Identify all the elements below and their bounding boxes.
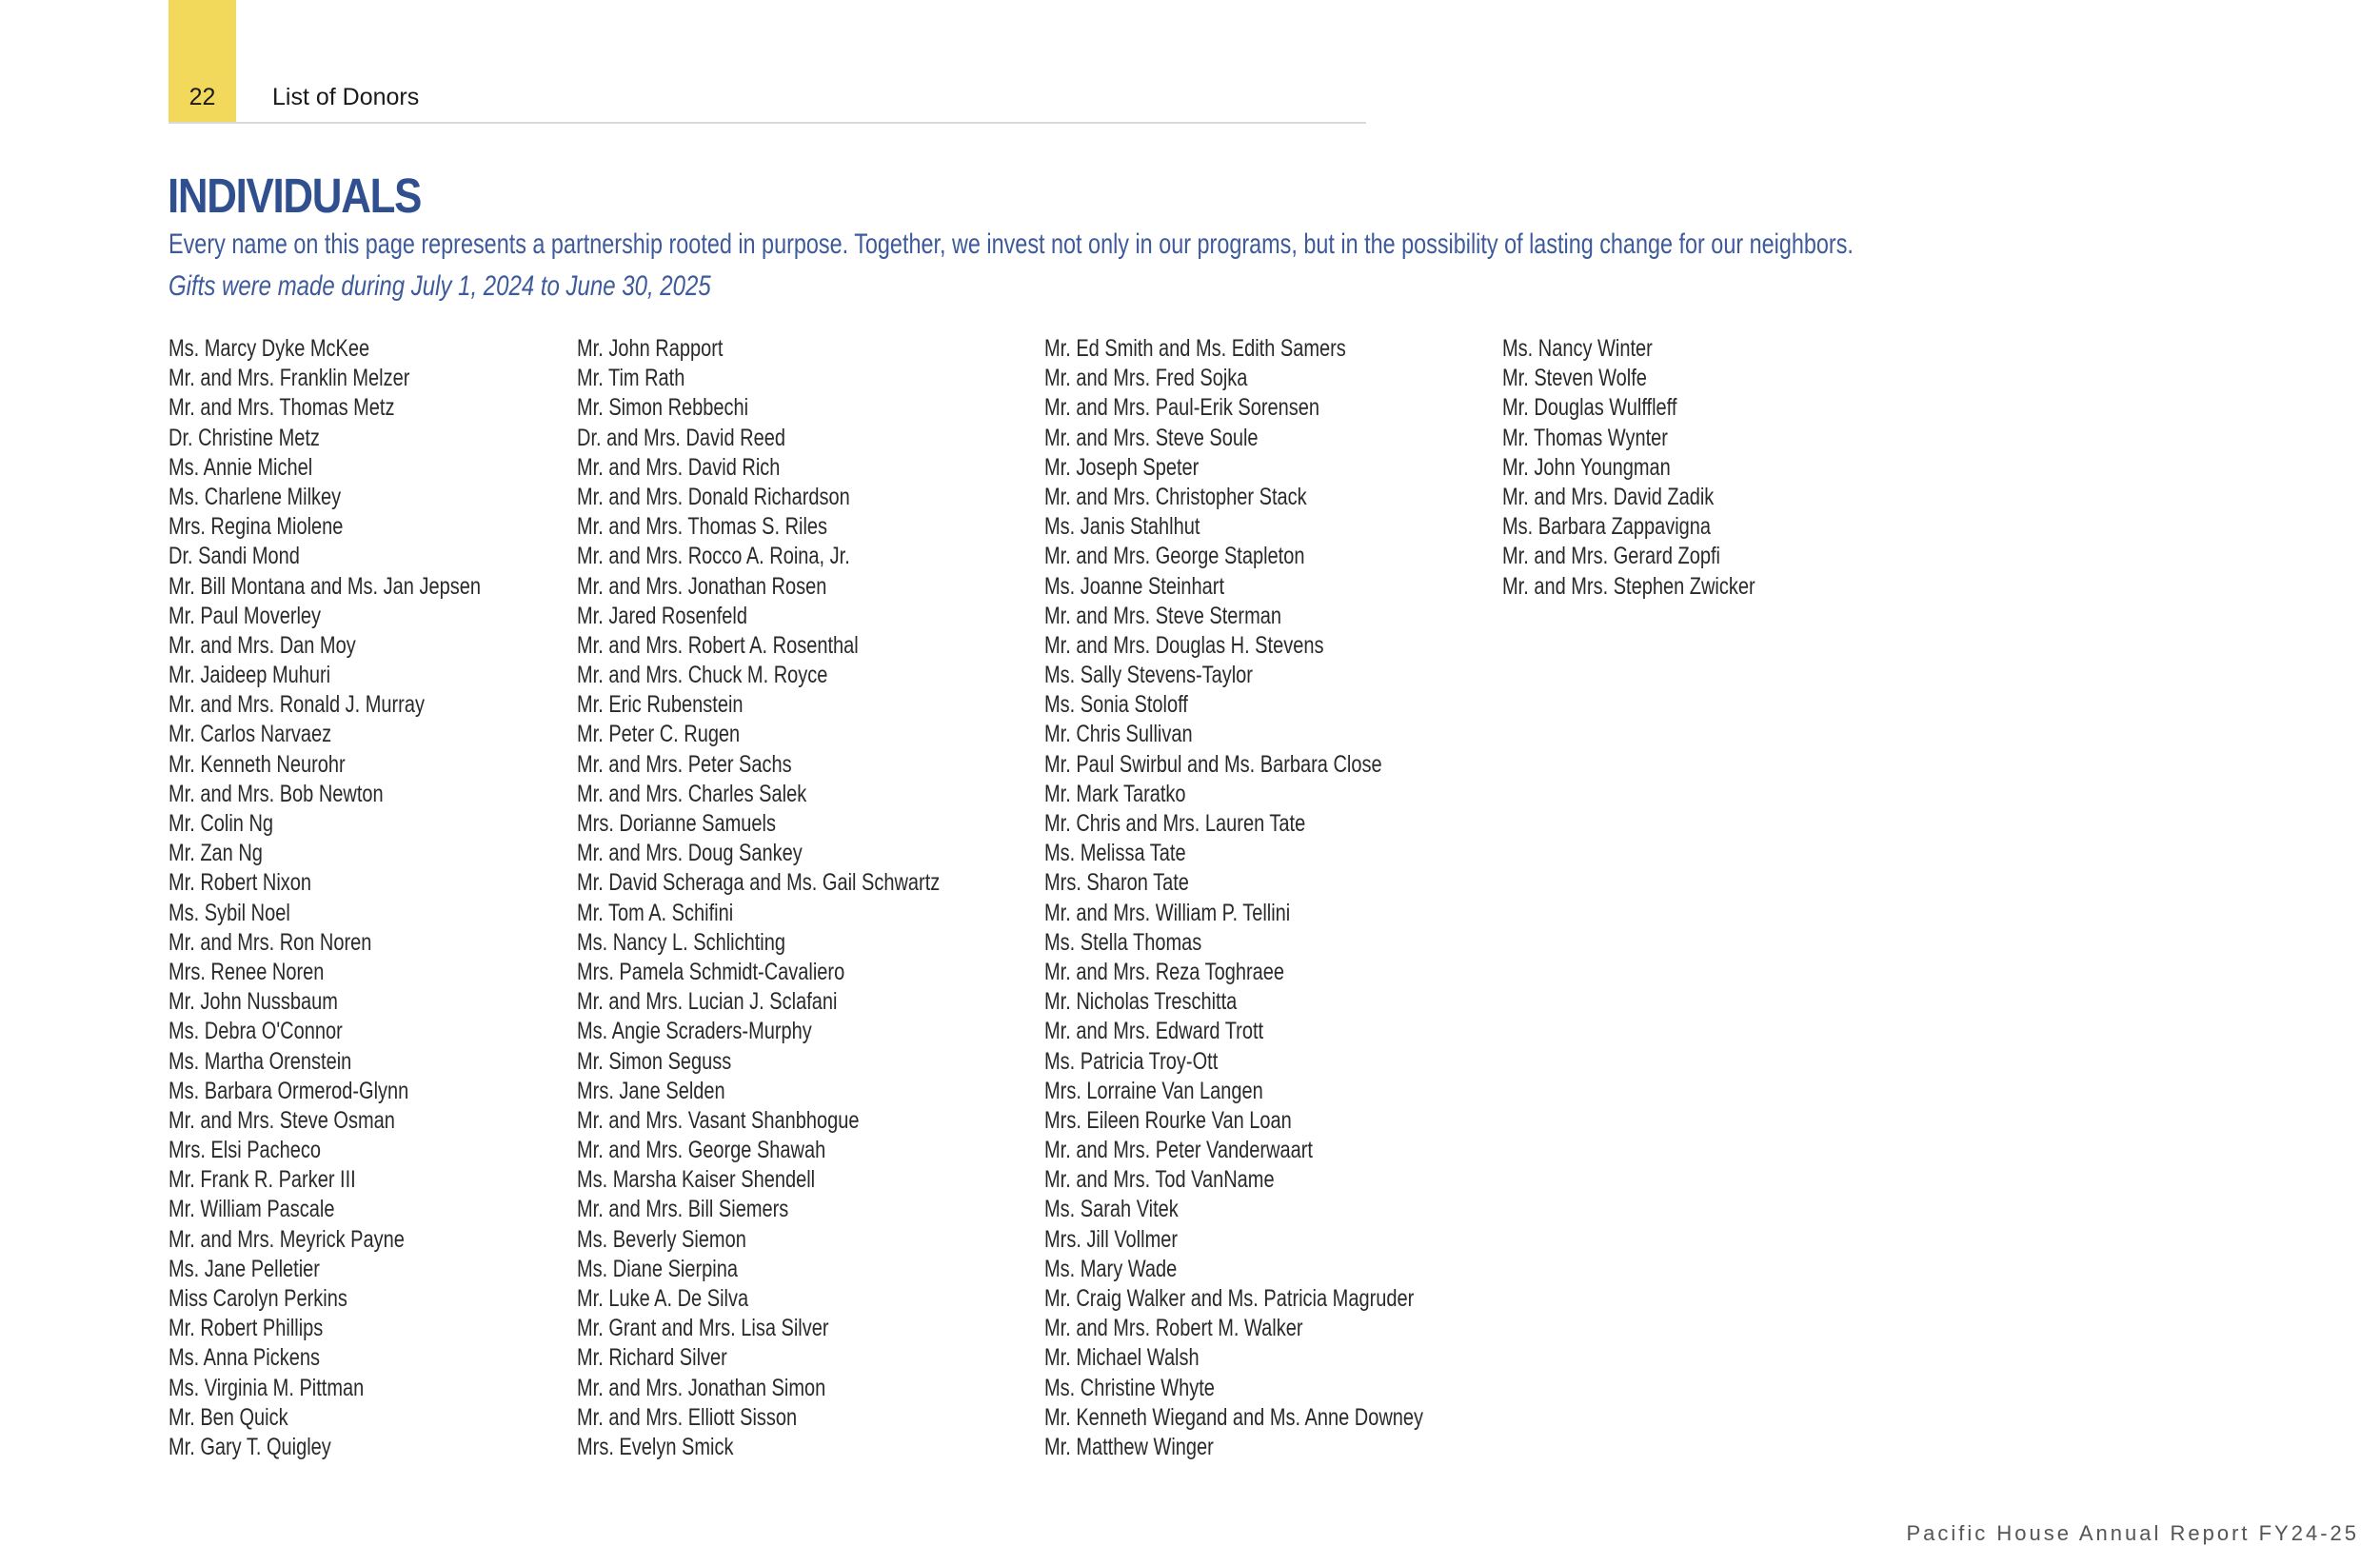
donor-name: Mr. and Mrs. Dan Moy — [169, 631, 356, 659]
donor-name: Mr. Simon Seguss — [577, 1047, 732, 1075]
page-number: 22 — [188, 84, 216, 110]
donor-name: Mr. and Mrs. Paul-Erik Sorensen — [1044, 394, 1319, 422]
donor-name: Mr. and Mrs. Gerard Zopfi — [1502, 543, 1720, 570]
donor-name: Mr. Thomas Wynter — [1502, 424, 1668, 451]
gift-period-note: Gifts were made during July 1, 2024 to June 30, 2025 — [169, 270, 711, 302]
donor-name: Dr. Sandi Mond — [169, 543, 300, 570]
donor-name: Mr. and Mrs. Peter Sachs — [577, 750, 792, 778]
donor-name: Mrs. Jane Selden — [577, 1077, 725, 1104]
donor-name: Mr. and Mrs. Ron Noren — [169, 928, 372, 956]
donor-name: Mrs. Elsi Pacheco — [169, 1137, 322, 1164]
donor-name: Ms. Patricia Troy-Ott — [1044, 1047, 1219, 1075]
donor-name: Ms. Mary Wade — [1044, 1255, 1178, 1282]
donor-name: Mr. Bill Montana and Ms. Jan Jepsen — [169, 572, 481, 600]
donor-name: Mr. Chris Sullivan — [1044, 721, 1193, 748]
donor-name: Mr. and Mrs. Vasant Shanbhogue — [577, 1106, 860, 1134]
intro-text: Every name on this page represents a partnership rooted in purpose. Together, we invest not only in our programs, but in the possibility of lasting change for our neighbors. — [169, 228, 1854, 260]
donor-name: Mr. and Mrs. Bill Siemers — [577, 1196, 789, 1223]
donor-name: Mr. and Mrs. Edward Trott — [1044, 1018, 1264, 1045]
donor-name: Ms. Janis Stahlhut — [1044, 513, 1200, 541]
donor-name: Mrs. Jill Vollmer — [1044, 1225, 1179, 1253]
donor-name: Mr. Richard Silver — [577, 1344, 727, 1372]
donor-name: Mr. Mark Taratko — [1044, 780, 1186, 807]
donor-name: Ms. Christine Whyte — [1044, 1374, 1215, 1401]
donor-name: Mr. Peter C. Rugen — [577, 721, 741, 748]
donor-name: Mr. Colin Ng — [169, 810, 274, 837]
donor-name: Mr. Tom A. Schifini — [577, 899, 734, 926]
donor-name: Ms. Barbara Ormerod-Glynn — [169, 1077, 409, 1104]
donor-name: Mrs. Regina Miolene — [169, 513, 344, 541]
donor-name: Mr. and Mrs. Steve Sterman — [1044, 602, 1281, 629]
donor-name: Ms. Debra O'Connor — [169, 1018, 343, 1045]
donor-name: Mr. Paul Moverley — [169, 602, 322, 629]
donor-column-1 — [169, 334, 559, 1462]
donor-name: Mr. Robert Nixon — [169, 869, 312, 897]
donor-name: Mrs. Dorianne Samuels — [577, 810, 776, 837]
donor-name: Ms. Melissa Tate — [1044, 840, 1186, 867]
donor-name: Ms. Anna Pickens — [169, 1344, 320, 1372]
donor-name: Mr. and Mrs. Ronald J. Murray — [169, 691, 425, 719]
donor-name: Mr. and Mrs. David Rich — [577, 453, 781, 481]
page-title: INDIVIDUALS — [168, 168, 422, 223]
donor-name: Mr. Joseph Speter — [1044, 453, 1200, 481]
donor-name: Mr. and Mrs. Rocco A. Roina, Jr. — [577, 543, 850, 570]
donor-name: Ms. Diane Sierpina — [577, 1255, 738, 1282]
donor-name: Ms. Marcy Dyke McKee — [169, 335, 370, 362]
donor-name: Ms. Stella Thomas — [1044, 928, 1202, 956]
donor-name: Mr. and Mrs. Steve Soule — [1044, 424, 1259, 451]
donor-name: Ms. Charlene Milkey — [169, 483, 342, 510]
donor-name: Mr. Matthew Winger — [1044, 1433, 1214, 1460]
donor-name: Mr. John Rapport — [577, 335, 724, 362]
donor-name: Mr. Jared Rosenfeld — [577, 602, 747, 629]
report-footer: Pacific House Annual Report FY24-25 — [1906, 1521, 2359, 1545]
donor-name: Mr. David Scheraga and Ms. Gail Schwartz — [577, 869, 941, 897]
donor-name: Mr. and Mrs. Fred Sojka — [1044, 365, 1248, 392]
donor-name: Mrs. Lorraine Van Langen — [1044, 1077, 1263, 1104]
donor-name: Mr. Simon Rebbechi — [577, 394, 749, 422]
donor-name: Mr. Kenneth Wiegand and Ms. Anne Downey — [1044, 1403, 1424, 1431]
donor-name: Mr. and Mrs. Doug Sankey — [577, 840, 803, 867]
donor-name: Mr. and Mrs. Steve Osman — [169, 1106, 395, 1134]
donor-column-4 — [1502, 334, 1818, 602]
donor-name: Ms. Beverly Siemon — [577, 1225, 746, 1253]
donor-name: Ms. Sally Stevens-Taylor — [1044, 662, 1253, 689]
donor-name: Mr. Douglas Wulffleff — [1502, 394, 1677, 422]
donor-name: Mr. Craig Walker and Ms. Patricia Magruder — [1044, 1285, 1415, 1312]
donor-name: Mr. Robert Phillips — [169, 1315, 324, 1342]
donor-name: Mr. and Mrs. Lucian J. Sclafani — [577, 988, 838, 1016]
donor-name: Mr. and Mrs. Stephen Zwicker — [1502, 572, 1755, 600]
donor-name: Mr. and Mrs. David Zadik — [1502, 483, 1715, 510]
donor-name: Ms. Annie Michel — [169, 453, 313, 481]
donor-name: Mr. Gary T. Quigley — [169, 1433, 331, 1460]
donor-name: Mr. Ben Quick — [169, 1403, 288, 1431]
section-label: List of Donors — [272, 84, 420, 110]
donor-name: Mr. Paul Swirbul and Ms. Barbara Close — [1044, 750, 1382, 778]
donor-name: Mr. and Mrs. Chuck M. Royce — [577, 662, 828, 689]
donor-name: Mr. Zan Ng — [169, 840, 263, 867]
donor-name: Mr. Michael Walsh — [1044, 1344, 1200, 1372]
donor-name: Ms. Angie Scraders-Murphy — [577, 1018, 812, 1045]
donor-name: Mr. Tim Rath — [577, 365, 685, 392]
donor-name: Mr. and Mrs. Douglas H. Stevens — [1044, 631, 1324, 659]
donor-name: Mr. and Mrs. Robert M. Walker — [1044, 1315, 1303, 1342]
donor-name: Mr. and Mrs. William P. Tellini — [1044, 899, 1291, 926]
donor-name: Mr. and Mrs. Elliott Sisson — [577, 1403, 798, 1431]
donor-name: Mr. Ed Smith and Ms. Edith Samers — [1044, 335, 1346, 362]
donor-name: Mr. Chris and Mrs. Lauren Tate — [1044, 810, 1306, 837]
donor-name: Mrs. Eileen Rourke Van Loan — [1044, 1106, 1292, 1134]
donor-name: Mr. and Mrs. Thomas S. Riles — [577, 513, 828, 541]
donor-name: Mr. Carlos Narvaez — [169, 721, 332, 748]
donor-name: Mr. Luke A. De Silva — [577, 1285, 749, 1312]
donor-column-3 — [1044, 334, 1518, 1462]
header-divider — [169, 122, 1366, 124]
donor-name: Ms. Sarah Vitek — [1044, 1196, 1179, 1223]
donor-name: Mr. and Mrs. Franklin Melzer — [169, 365, 410, 392]
donor-name: Mr. and Mrs. George Stapleton — [1044, 543, 1305, 570]
donor-name: Ms. Martha Orenstein — [169, 1047, 352, 1075]
donor-name: Mr. and Mrs. Jonathan Simon — [577, 1374, 826, 1401]
donor-name: Ms. Barbara Zappavigna — [1502, 513, 1712, 541]
donor-name: Mrs. Sharon Tate — [1044, 869, 1189, 897]
donor-name: Mr. and Mrs. Charles Salek — [577, 780, 807, 807]
donor-name: Mr. William Pascale — [169, 1196, 335, 1223]
donor-name: Mr. and Mrs. Tod VanName — [1044, 1166, 1275, 1194]
donor-name: Mr. Grant and Mrs. Lisa Silver — [577, 1315, 829, 1342]
donor-name: Mr. Jaideep Muhuri — [169, 662, 331, 689]
donor-name: Dr. Christine Metz — [169, 424, 320, 451]
donor-name: Mrs. Renee Noren — [169, 958, 325, 985]
donor-name: Dr. and Mrs. David Reed — [577, 424, 785, 451]
donor-name: Miss Carolyn Perkins — [169, 1285, 347, 1312]
donor-name: Mr. and Mrs. Christopher Stack — [1044, 483, 1307, 510]
donor-name: Ms. Nancy Winter — [1502, 335, 1653, 362]
donor-name: Mr. Steven Wolfe — [1502, 365, 1647, 392]
donor-name: Mr. and Mrs. Meyrick Payne — [169, 1225, 405, 1253]
donor-name: Mr. John Youngman — [1502, 453, 1671, 481]
donor-name: Mr. and Mrs. Reza Toghraee — [1044, 958, 1284, 985]
donor-name: Ms. Nancy L. Schlichting — [577, 928, 785, 956]
donor-name: Mr. Frank R. Parker III — [169, 1166, 356, 1194]
donor-column-2 — [577, 334, 1031, 1462]
donor-name: Mrs. Evelyn Smick — [577, 1433, 734, 1460]
donor-name: Mrs. Pamela Schmidt-Cavaliero — [577, 958, 845, 985]
donor-name: Ms. Virginia M. Pittman — [169, 1374, 365, 1401]
donor-name: Mr. and Mrs. Peter Vanderwaart — [1044, 1137, 1313, 1164]
donor-name: Mr. and Mrs. Thomas Metz — [169, 394, 395, 422]
donor-name: Mr. John Nussbaum — [169, 988, 338, 1016]
donor-name: Mr. Kenneth Neurohr — [169, 750, 346, 778]
donor-name: Ms. Sonia Stoloff — [1044, 691, 1188, 719]
donor-name: Mr. and Mrs. Donald Richardson — [577, 483, 850, 510]
donor-name: Mr. Eric Rubenstein — [577, 691, 744, 719]
donor-name: Mr. and Mrs. Bob Newton — [169, 780, 384, 807]
donor-name: Mr. and Mrs. Robert A. Rosenthal — [577, 631, 859, 659]
donor-name: Mr. and Mrs. Jonathan Rosen — [577, 572, 827, 600]
donor-name: Ms. Joanne Steinhart — [1044, 572, 1224, 600]
donor-name: Ms. Sybil Noel — [169, 899, 290, 926]
donor-name: Ms. Marsha Kaiser Shendell — [577, 1166, 816, 1194]
donor-name: Mr. Nicholas Treschitta — [1044, 988, 1238, 1016]
donor-name: Ms. Jane Pelletier — [169, 1255, 320, 1282]
donor-name: Mr. and Mrs. George Shawah — [577, 1137, 826, 1164]
